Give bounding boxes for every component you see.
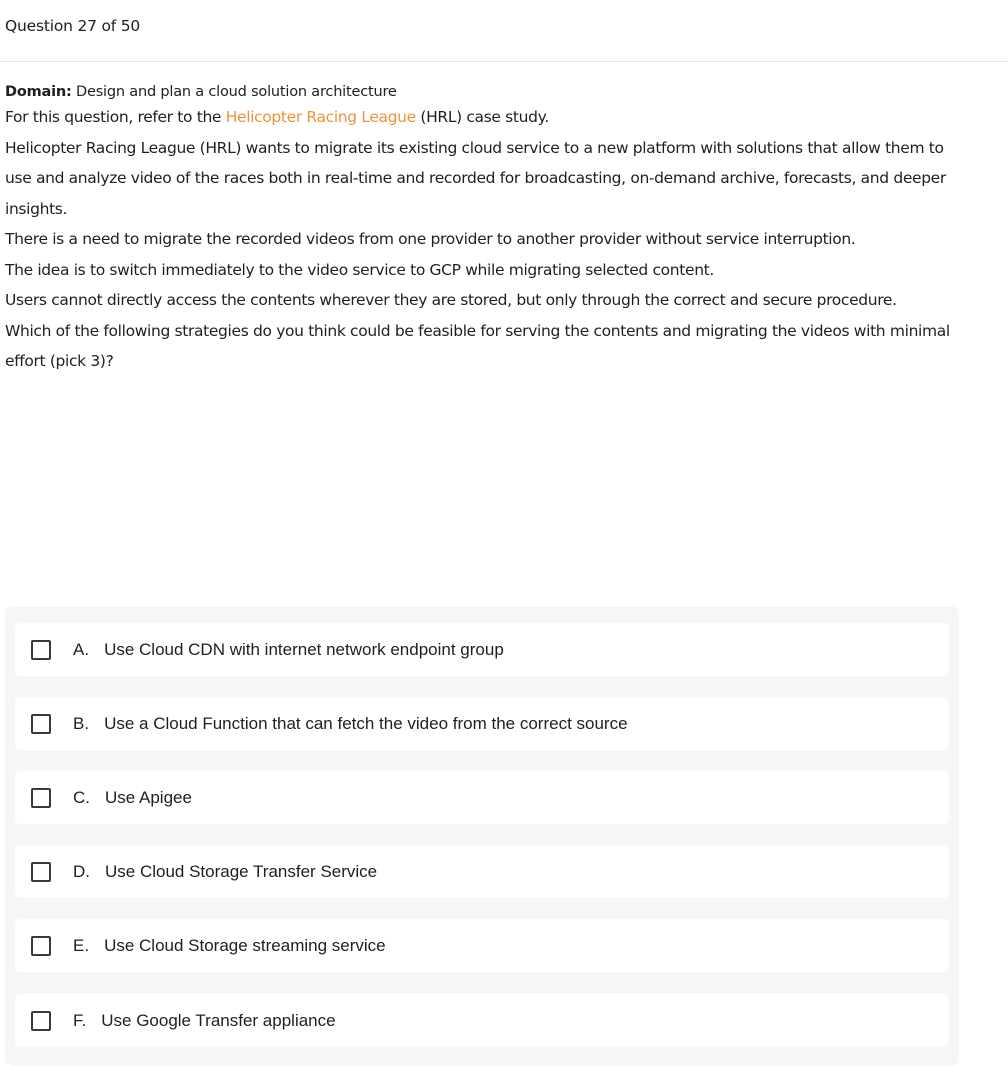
domain-value: Design and plan a cloud solution architecture (76, 84, 397, 100)
checkbox-icon[interactable] (31, 862, 51, 882)
question-paragraph-idea: The idea is to switch immediately to the video service to GCP while migrating selected content. (5, 260, 714, 279)
option-a[interactable] (15, 623, 949, 676)
option-b[interactable] (15, 697, 949, 750)
domain-line (5, 82, 1005, 102)
domain-label: Domain: (5, 84, 72, 100)
question-paragraph-intro: Helicopter Racing League (HRL) wants to migrate its existing cloud service to a new platform with solutions that allow them to use and analyze video of the races both in real-time and recorded for broadcasting, on-demand archive, forecasts, and deeper insights. (5, 138, 946, 218)
option-text: Use Cloud Storage Transfer Service (105, 861, 378, 881)
option-text: Use Google Transfer appliance (101, 1010, 336, 1030)
option-text: Use Apigee (105, 787, 192, 807)
option-letter: D. (73, 861, 90, 881)
checkbox-icon[interactable] (31, 788, 51, 808)
option-letter: B. (73, 713, 90, 733)
option-text: Use Cloud Storage streaming service (104, 935, 386, 955)
question-paragraph-need: There is a need to migrate the recorded videos from one provider to another provider without service interruption. (5, 230, 856, 248)
refer-suffix: (HRL) case study. (420, 108, 549, 126)
case-study-link[interactable]: Helicopter Racing League (225, 108, 416, 126)
checkbox-icon[interactable] (31, 640, 51, 660)
option-text: Use a Cloud Function that can fetch the video from the correct source (104, 713, 628, 733)
case-study-reference (5, 102, 965, 133)
checkbox-icon[interactable] (31, 1011, 51, 1031)
option-e[interactable] (15, 919, 949, 972)
checkbox-icon[interactable] (31, 714, 51, 734)
answer-options (5, 606, 959, 1066)
option-f[interactable] (15, 994, 949, 1047)
refer-prefix: For this question, refer to the (5, 108, 222, 126)
option-text: Use Cloud CDN with internet network endpoint group (104, 639, 504, 659)
checkbox-icon[interactable] (31, 936, 51, 956)
option-letter: E. (73, 935, 90, 955)
question-counter (0, 0, 1008, 62)
question-body (0, 82, 1005, 377)
question-prompt: Which of the following strategies do you think could be feasible for serving the contents and migrating the videos with minimal effort (pick 3)? (5, 321, 950, 370)
option-letter: F. (73, 1010, 87, 1030)
option-d[interactable] (15, 845, 949, 898)
question-counter-text: Question 27 of 50 (5, 17, 141, 35)
option-letter: A. (73, 639, 90, 659)
option-c[interactable] (15, 771, 949, 824)
question-paragraph-users: Users cannot directly access the contents wherever they are stored, but only through the correct and secure procedure. (5, 291, 897, 309)
option-letter: C. (73, 787, 90, 807)
